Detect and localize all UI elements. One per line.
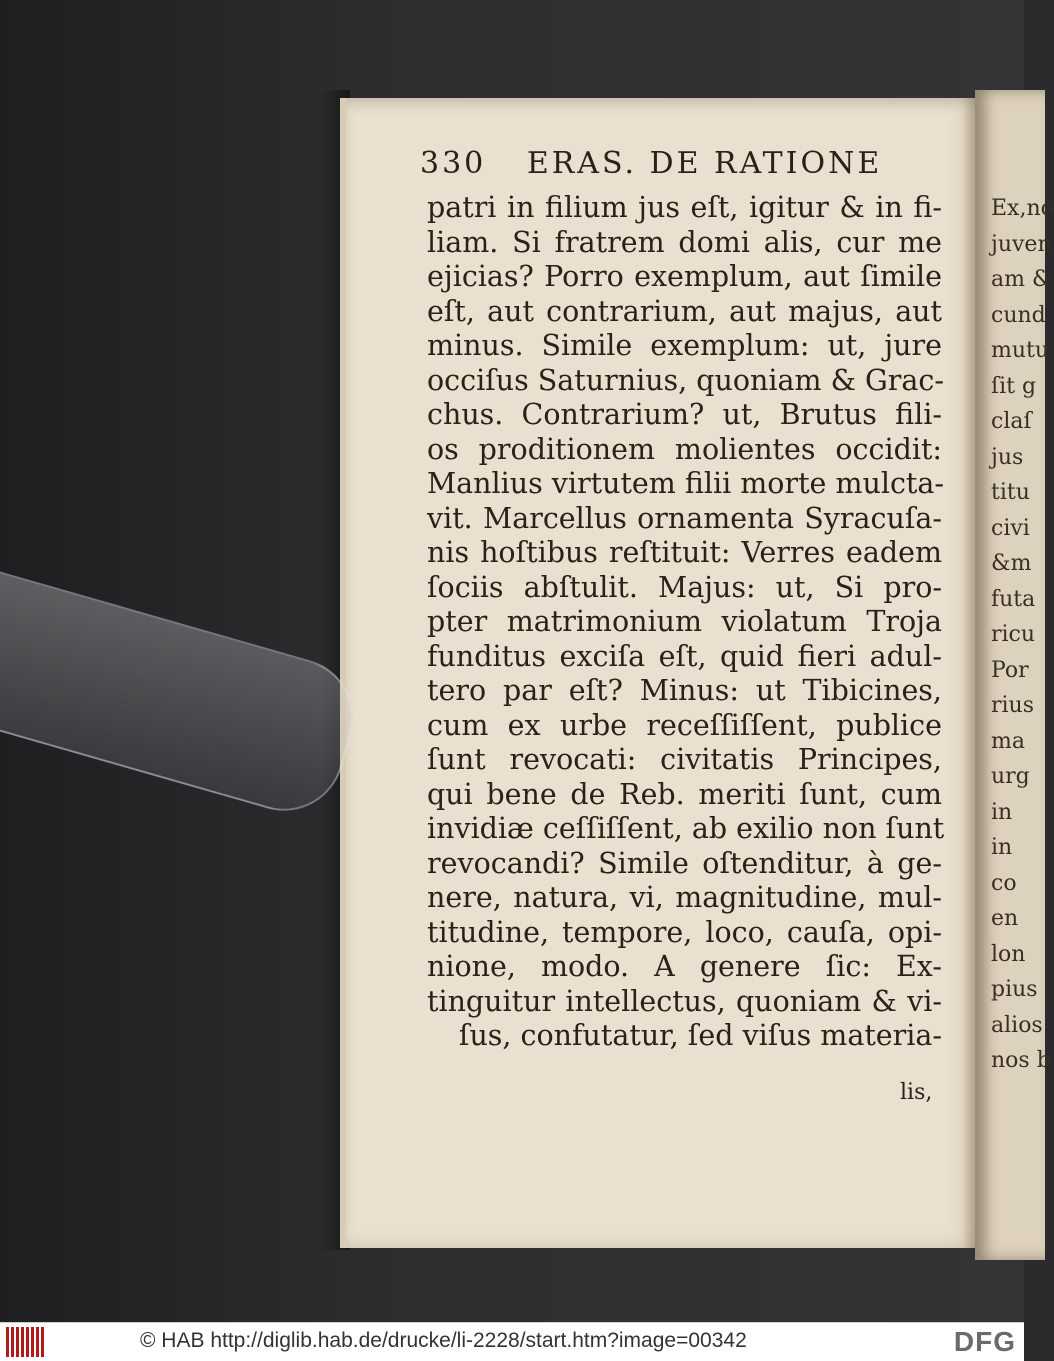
facing-page-fragment: &m	[991, 551, 1032, 576]
text-line: chus. Contrarium? ut, Brutus fili-	[427, 398, 942, 431]
facing-page-fragment: nos b	[991, 1048, 1051, 1073]
facing-page-fragment: ma	[991, 728, 1025, 754]
text-line: revocandi? Simile oſtenditur, à ge-	[427, 846, 942, 880]
facing-page-fragment: cund	[991, 302, 1046, 328]
facing-page-fragment: urg	[991, 764, 1030, 789]
text-line: liam. Si fratrem domi alis, cur me	[427, 225, 942, 259]
text-line: qui bene de Reb. meriti ſunt, cum	[427, 777, 942, 811]
facing-page-fragment: in	[991, 799, 1013, 825]
facing-page-fragment: titu	[991, 480, 1030, 505]
text-line: cum ex urbe receſſiſſent, publice	[427, 708, 942, 742]
text-line: minus. Simile exemplum: ut, jure	[427, 329, 942, 362]
text-line: funditus exciſa eſt, quid fieri adul-	[427, 639, 942, 673]
facing-page-fragment: ſit g	[991, 373, 1037, 399]
text-line: titudine, tempore, loco, cauſa, opi-	[427, 915, 942, 949]
running-title: ERAS. DE RATIONE	[526, 146, 883, 181]
text-line: os proditionem molientes occidit:	[427, 432, 942, 466]
viewer-footer	[0, 1322, 1024, 1361]
page-number: 330	[420, 146, 487, 181]
text-line: eſt, aut contrarium, aut majus, aut	[427, 294, 942, 328]
text-line: invidiæ ceſſiſſent, ab exilio non ſunt	[427, 812, 945, 845]
facing-page-fragment: juven	[991, 231, 1052, 257]
text-line: nere, natura, vi, magnitudine, mul-	[427, 881, 942, 914]
facing-page-fragment: jus	[991, 444, 1024, 470]
facing-page-fragment: Ex,no	[991, 196, 1054, 221]
facing-page-fragment: rius	[991, 693, 1035, 718]
facing-page-fragment: am &	[991, 267, 1052, 292]
facing-page-fragment: claſ	[991, 409, 1032, 434]
text-line: patri in filium jus eſt, igitur & in fi-	[427, 191, 942, 224]
facing-page-fragment: lon	[991, 941, 1026, 967]
text-line: ejicias? Porro exemplum, aut ſimile	[427, 260, 942, 293]
facing-page-fragment: pius	[991, 977, 1038, 1002]
text-line: ſociis abſtulit. Majus: ut, Si pro-	[427, 570, 942, 604]
facing-page-fragment: futa	[991, 586, 1036, 612]
facing-page-fragment: Por	[991, 657, 1029, 683]
glass-page-holder	[0, 560, 368, 825]
running-header	[420, 146, 882, 181]
text-line: nione, modo. A genere ſic: Ex-	[427, 950, 942, 983]
text-line: Manlius virtutem filii morte mulcta-	[427, 467, 944, 500]
copyright-link[interactable]: © HAB http://diglib.hab.de/drucke/li-2228/start.htm?image=00342	[140, 1329, 747, 1352]
text-line: ſunt revocati: civitatis Principes,	[427, 743, 942, 776]
facing-page-fragment: in	[991, 835, 1013, 860]
text-line: nis hoſtibus reſtituit: Verres eadem	[427, 536, 942, 569]
facing-page-fragment: civi	[991, 515, 1030, 541]
text-line: tero par eſt? Minus: ut Tibicines,	[427, 674, 942, 707]
dfg-logo: DFG	[953, 1326, 1016, 1357]
page-body-text	[427, 191, 945, 1054]
facing-page-fragment: en	[991, 906, 1019, 931]
text-line: tinguitur intellectus, quoniam & vi-	[427, 984, 942, 1018]
facing-page-fragment: ricu	[991, 622, 1036, 647]
text-line: vit. Marcellus ornamenta Syracuſa-	[427, 501, 942, 535]
barcode-logo-icon	[6, 1327, 46, 1357]
catchword: lis,	[900, 1080, 933, 1105]
text-line: ſus, confutatur, ſed viſus materia-	[458, 1019, 942, 1052]
text-line: pter matrimonium violatum Troja	[427, 605, 942, 638]
text-line: occiſus Saturnius, quoniam & Grac-	[427, 363, 945, 397]
facing-page-fragment: mutu	[991, 338, 1050, 363]
facing-page-fragment: alios	[991, 1012, 1043, 1038]
facing-page-edge	[975, 90, 1054, 1260]
facing-page-fragment: co	[991, 870, 1017, 896]
